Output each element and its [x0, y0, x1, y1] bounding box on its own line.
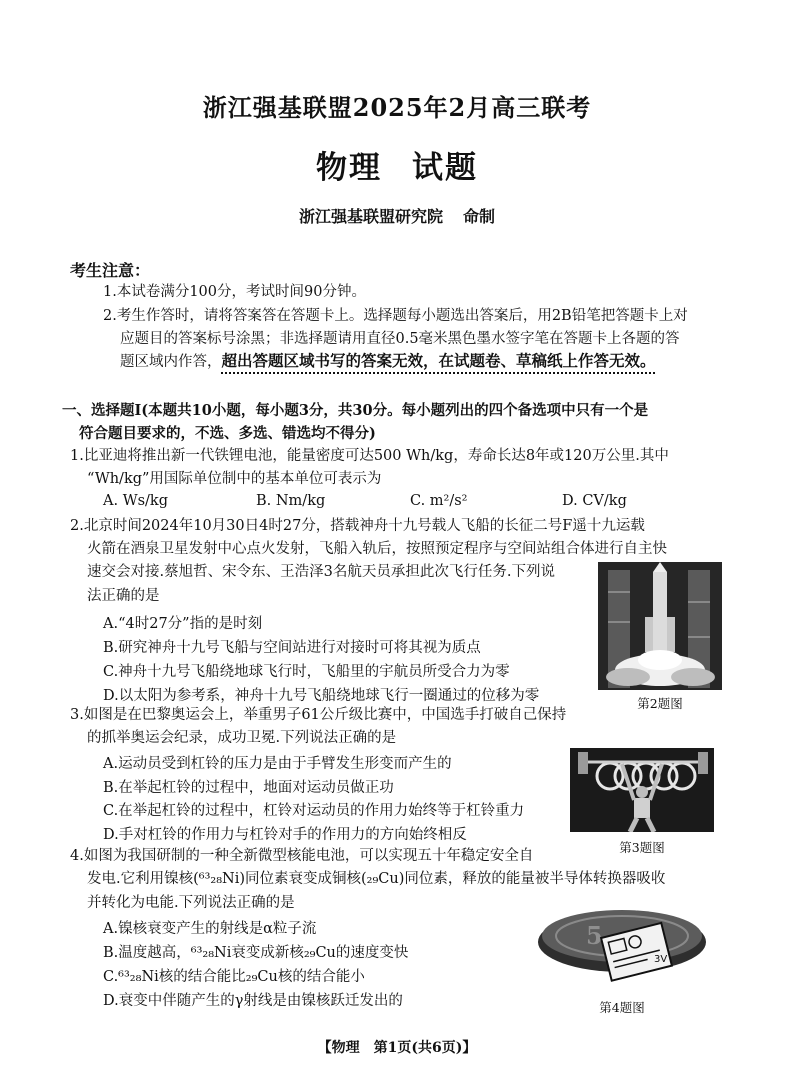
q2-rocket-photo [598, 562, 722, 690]
notice-item-2-line-3 [120, 351, 656, 372]
q4-option-b: B.温度越高，⁶³₂₈Ni衰变成新核₂₉Cu的速度变快 [103, 945, 409, 961]
svg-text:5: 5 [586, 921, 603, 950]
q1-stem-line-2: “Wh/kg”用国际单位制中的基本单位可表示为 [87, 471, 382, 487]
subject-title-part1: 物理 [316, 150, 382, 186]
q2-stem-line-2: 火箭在酒泉卫星发射中心点火发射，飞船入轨后，按照预定程序与空间站组合体进行自主快 [87, 541, 667, 557]
notice-item-2-line-3a: 题区域内作答， [120, 354, 222, 370]
q1-stem-line-1: 1.比亚迪将推出新一代铁锂电池，能量密度可达500 Wh/kg，寿命长达8年或120万公里.其中 [70, 448, 669, 464]
q1-option-d: D. CV/kg [562, 493, 627, 509]
q2-stem-line-3: 速交会对接.蔡旭哲、宋令东、王浩泽3名航天员承担此次飞行任务.下列说 [87, 564, 555, 580]
q1-option-b: B. Nm/kg [256, 493, 326, 509]
q2-figure-caption: 第2题图 [637, 696, 683, 711]
q4-option-a: A.镍核衰变产生的射线是α粒子流 [103, 921, 317, 937]
page-footer: 【物理 第1页(共6页)】 [317, 1040, 477, 1056]
q1-option-c: C. m²/s² [410, 493, 468, 509]
q2-stem-line-4: 法正确的是 [87, 588, 160, 604]
q1-option-a: A. Ws/kg [103, 493, 168, 509]
q3-weightlifter-photo [570, 748, 714, 832]
q3-stem-line-2: 的抓举奥运会纪录，成功卫冕.下列说法正确的是 [87, 730, 397, 746]
q2-option-a: A.“4时27分”指的是时刻 [103, 616, 263, 632]
section-1-heading-line-1: 一、选择题Ⅰ(本题共10小题，每小题3分，共30分。每小题列出的四个备选项中只有一个是 [62, 402, 649, 419]
q4-stem-line-2: 发电.它利用镍核(⁶³₂₈Ni)同位素衰变成铜核(₂₉Cu)同位素，释放的能量被半导体转换器吸收 [87, 871, 666, 887]
q3-option-d: D.手对杠铃的作用力与杠铃对手的作用力的方向始终相反 [103, 827, 467, 843]
exam-title: 浙江强基联盟2025年2月高三联考 [202, 93, 592, 122]
q4-battery-photo [536, 892, 708, 992]
notice-heading: 考生注意： [70, 261, 151, 280]
notice-emphasis: 超出答题区域书写的答案无效，在试题卷、草稿纸上作答无效。 [221, 351, 656, 370]
organization-name: 浙江强基联盟研究院 [298, 207, 443, 226]
notice-item-2-line-1: 2.考生作答时，请将答案答在答题卡上。选择题每小题选出答案后，用2B铅笔把答题卡上对 [103, 308, 688, 324]
q4-figure-caption: 第4题图 [599, 1000, 645, 1015]
q3-option-b: B.在举起杠铃的过程中，地面对运动员做正功 [103, 780, 394, 796]
q3-figure-caption: 第3题图 [619, 840, 665, 855]
q2-stem-line-1: 2.北京时间2024年10月30日4时27分，搭载神舟十九号载人飞船的长征二号F遥十九运载 [70, 518, 645, 534]
q4-option-d: D.衰变中伴随产生的γ射线是由镍核跃迁发出的 [103, 993, 403, 1009]
notice-item-2-line-2: 应题目的答案标号涂黑；非选择题请用直径0.5毫米黑色墨水签字笔在答题卡上各题的答 [120, 331, 680, 347]
q4-stem-line-1: 4.如图为我国研制的一种全新微型核能电池，可以实现五十年稳定安全自 [70, 848, 534, 864]
subject-title-part2: 试题 [412, 150, 478, 186]
organization-line [0, 204, 794, 227]
q4-stem-line-3: 并转化为电能.下列说法正确的是 [87, 895, 295, 911]
q2-option-d: D.以太阳为参考系，神舟十九号飞船绕地球飞行一圈通过的位移为零 [103, 688, 540, 704]
subject-title [0, 142, 794, 187]
q3-option-c: C.在举起杠铃的过程中，杠铃对运动员的作用力始终等于杠铃重力 [103, 803, 525, 819]
organization-suffix: 命制 [463, 207, 496, 226]
q4-chip-label: 3V [654, 954, 668, 965]
q3-stem-line-1: 3.如图是在巴黎奥运会上，举重男子61公斤级比赛中，中国选手打破自己保持 [70, 707, 567, 723]
section-1-heading-line-2: 符合题目要求的，不选、多选、错选均不得分) [79, 425, 376, 442]
q2-option-c: C.神舟十九号飞船绕地球飞行时，飞船里的宇航员所受合力为零 [103, 664, 510, 680]
q3-option-a: A.运动员受到杠铃的压力是由于手臂发生形变而产生的 [103, 756, 452, 772]
notice-item-1: 1.本试卷满分100分，考试时间90分钟。 [103, 284, 366, 300]
q4-option-c: C.⁶³₂₈Ni核的结合能比₂₉Cu核的结合能小 [103, 969, 365, 985]
q2-option-b: B.研究神舟十九号飞船与空间站进行对接时可将其视为质点 [103, 640, 481, 656]
